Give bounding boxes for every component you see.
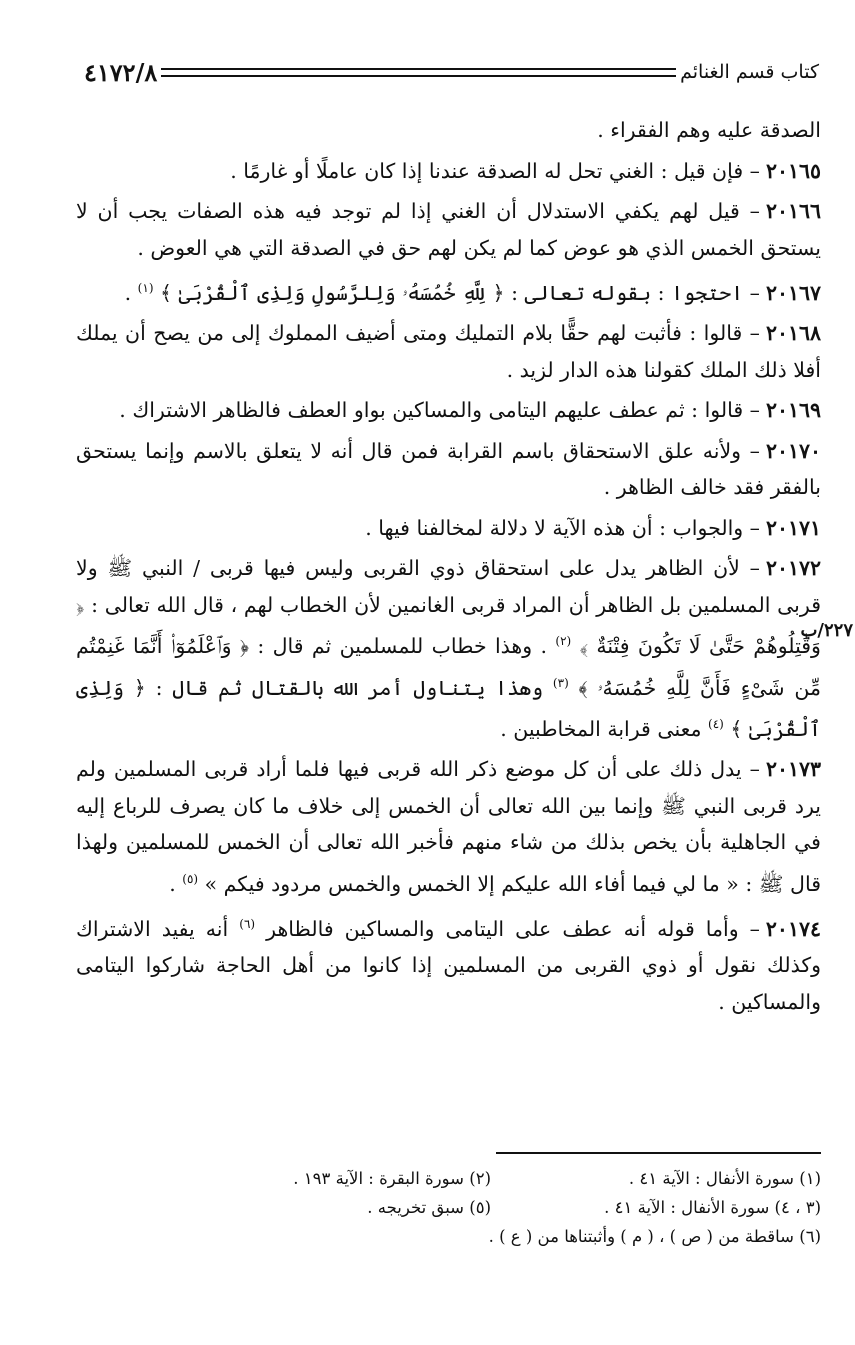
- paragraph-text: – قالوا : فأثبت لهم حقًّا بلام التمليك ومتى أضيف المملوك إلى من يصح أن يملك أفلا ذلك الملك كقولنا هذه الدار لزيد .: [76, 321, 821, 382]
- quran-verse: ﴿ وَقَٰتِلُوهُمْ حَتَّىٰ لَا تَكُونَ فِتْنَةٌ ﴾: [76, 592, 821, 659]
- paragraph-20174: [76, 906, 821, 1020]
- footnote-5: (٥) سبق تخريجه .: [367, 1198, 491, 1217]
- paragraph-text: – والجواب : أن هذه الآية لا دلالة لمخالفنا فيها .: [365, 515, 760, 540]
- footnote-ref: (١): [137, 281, 154, 295]
- footnote-1: (١) سورة الأنفال : الآية ٤١ .: [628, 1169, 821, 1188]
- main-text: [76, 112, 821, 1024]
- paragraph-number: ٢٠١٧٠: [765, 438, 821, 463]
- footnote-row: [76, 1222, 821, 1251]
- paragraph-20167: [76, 270, 821, 311]
- paragraph-text: الصدقة عليه وهم الفقراء .: [597, 118, 821, 142]
- paragraph-text: – وأما قوله أنه عطف على اليتامى والمساكين فالظاهر: [266, 916, 760, 941]
- footnote-ref: (٢): [555, 634, 572, 649]
- paragraph-text: – قيل لهم يكفي الاستدلال أن الغني إذا لم توجد فيه هذه الصفات يجب أن لا يستحق الخمس الذي هو عوض كما لم يكن لهم حق في الصدقة التي هي العوض .: [76, 199, 821, 260]
- footnote-ref: (٤): [708, 716, 724, 731]
- footnote-ref: (٥): [182, 871, 199, 886]
- paragraph-text: وهذا يتناول أمر الله بالقتال ثم قال :: [155, 675, 544, 700]
- footnote-row: [76, 1193, 821, 1222]
- paragraph-text: – ولأنه علق الاستحقاق باسم القرابة فمن قال أنه لا يتعلق بالاسم وإنما يستحق بالفقر فقد خالف الظاهر .: [76, 438, 821, 500]
- paragraph-number: ٢٠١٦٨: [765, 321, 821, 346]
- paragraph-number: ٢٠١٧٣: [765, 757, 821, 782]
- footnote-ref: (٦): [239, 917, 256, 932]
- hadith-quote: « ما لي فيما أفاء الله عليكم إلا الخمس والخمس مردود فيكم »: [204, 871, 739, 896]
- paragraph-number: ٢٠١٦٩: [765, 398, 821, 423]
- paragraph-text: – فإن قيل : الغني تحل له الصدقة عندنا إذا كان عاملًا أو غارمًا .: [230, 158, 760, 183]
- paragraph-text: أنه يفيد الاشتراك وكذلك نقول أو ذوي القربى من المسلمين إذا كانوا من أهل الحاجة شاركوا اليتامى والمساكين .: [76, 916, 821, 1014]
- paragraph-text: .: [169, 871, 176, 896]
- paragraph-number: ٢٠١٧١: [765, 515, 821, 540]
- paragraph-text: – لأن الظاهر يدل على استحقاق ذوي القربى وليس فيها قربى / النبي ﷺ ولا قربى المسلمين بل الظاهر أن المراد قربى الغانمين لأن الخطاب لهم ، قال الله تعالى :: [76, 556, 821, 617]
- paragraph-text: – يدل ذلك على أن كل موضع ذكر الله قربى فيها فلما أراد قربى المسلمين ولم يرد قربى النبي ﷺ وإنما بين الله تعالى أن الخمس إلى خلاف ما كان يصرف للرباع إليه في الجاهلية بأن يخص بذلك من شاء منهم فأخبر الله تعالى أن الخمس للمسلمين ولهذا قال ﷺ :: [76, 757, 821, 896]
- footnote-row: [76, 1164, 821, 1193]
- footnote-6: (٦) ساقطة من ( ص ) ، ( م ) وأثبتناها من ( ع ) .: [488, 1227, 821, 1246]
- paragraph-20172: [76, 550, 821, 747]
- paragraph-0: [76, 112, 821, 149]
- page-header: [78, 55, 825, 89]
- quran-verse: ﴿ وَلِذِى ٱلْقُرْبَىٰ ﴾: [76, 675, 821, 741]
- paragraph-text: . وهذا خطاب للمسلمين ثم قال :: [257, 634, 548, 659]
- paragraph-20166: [76, 193, 821, 266]
- paragraph-20169: [76, 392, 821, 429]
- paragraph-text: .: [124, 280, 132, 305]
- paragraph-number: ٢٠١٧٢: [765, 556, 821, 581]
- quran-verse: ﴿ وَٱعْلَمُوٓا۟ أَنَّمَا غَنِمْتُم مِّن شَىْءٍ فَأَنَّ لِلَّهِ خُمُسَهُۥ ﴾: [76, 634, 821, 700]
- paragraph-number: ٢٠١٦٧: [765, 280, 821, 305]
- paragraph-20171: [76, 510, 821, 547]
- page-number: ٤١٧٢/٨: [84, 57, 158, 87]
- paragraph-20165: [76, 153, 821, 190]
- footnote-2: (٢) سورة البقرة : الآية ١٩٣ .: [293, 1169, 491, 1188]
- header-rule: [161, 68, 676, 77]
- paragraph-text: معنى قرابة المخاطبين .: [500, 716, 702, 741]
- footnote-ref: (٣): [552, 675, 569, 690]
- paragraph-number: ٢٠١٦٦: [765, 199, 821, 223]
- footnotes: [76, 1164, 821, 1251]
- footnote-divider: [496, 1152, 821, 1154]
- paragraph-text: – قالوا : ثم عطف عليهم اليتامى والمساكين بواو العطف فالظاهر الاشتراك .: [119, 398, 760, 423]
- manuscript-folio-note: ٢٢٧/ب: [800, 620, 853, 641]
- book-title: كتاب قسم الغنائم: [680, 61, 819, 83]
- footnote-3-4: (٣ ، ٤) سورة الأنفال : الآية ٤١ .: [604, 1198, 821, 1217]
- paragraph-20170: [76, 433, 821, 506]
- paragraph-20168: [76, 315, 821, 388]
- paragraph-text: – احتجوا : بقوله تعالى :: [511, 280, 760, 305]
- paragraph-number: ٢٠١٧٤: [765, 916, 821, 941]
- quran-verse: ﴿ لِلَّهِ خُمُسَهُۥ وَلِلرَّسُولِ وَلِذِى ٱلْقُرْبَىٰ ﴾: [160, 280, 505, 305]
- paragraph-number: ٢٠١٦٥: [765, 158, 821, 183]
- paragraph-20173: [76, 751, 821, 902]
